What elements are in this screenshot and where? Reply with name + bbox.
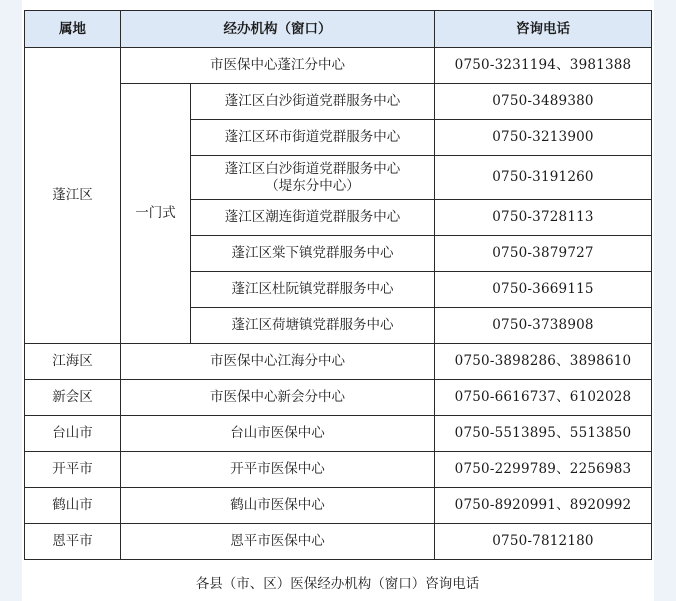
phone-cell: 0750-3213900: [435, 120, 652, 156]
agency-cell: 市医保中心江海分中心: [121, 344, 435, 380]
agency-subline: （堤东分中心）: [265, 177, 360, 194]
phone-cell: 0750-3669115: [435, 272, 652, 308]
phone-cell: 0750-7812180: [435, 524, 652, 560]
phone-cell: 0750-3738908: [435, 308, 652, 344]
table-row: [25, 380, 652, 416]
phone-cell: 0750-3191260: [435, 156, 652, 200]
phone-cell: 0750-5513895、5513850: [435, 416, 652, 452]
location-cell: 蓬江区: [25, 48, 121, 344]
table-row: [25, 344, 652, 380]
phone-cell: 0750-3489380: [435, 84, 652, 120]
agency-cell: 蓬江区棠下镇党群服务中心: [191, 236, 435, 272]
consultation-phone-table: [24, 10, 652, 560]
agency-cell: [191, 156, 435, 200]
agency-cell: 蓬江区荷塘镇党群服务中心: [191, 308, 435, 344]
location-cell: 新会区: [25, 380, 121, 416]
location-cell: 江海区: [25, 344, 121, 380]
table-row: [25, 416, 652, 452]
phone-cell: 0750-8920991、8920992: [435, 488, 652, 524]
table-row: [25, 524, 652, 560]
agency-cell: 恩平市医保中心: [121, 524, 435, 560]
phone-cell: 0750-3879727: [435, 236, 652, 272]
agency-cell: 蓬江区白沙街道党群服务中心: [191, 84, 435, 120]
agency-cell: 市医保中心蓬江分中心: [121, 48, 435, 84]
table-row: [25, 488, 652, 524]
agency-cell: 蓬江区环市街道党群服务中心: [191, 120, 435, 156]
location-cell: 恩平市: [25, 524, 121, 560]
location-cell: 开平市: [25, 452, 121, 488]
location-cell: 台山市: [25, 416, 121, 452]
one-stop-label-cell: 一门式: [121, 84, 191, 344]
phone-cell: 0750-3898286、3898610: [435, 344, 652, 380]
location-cell: 鹤山市: [25, 488, 121, 524]
agency-cell: 开平市医保中心: [121, 452, 435, 488]
phone-cell: 0750-6616737、6102028: [435, 380, 652, 416]
table-row: [25, 48, 652, 84]
agency-cell: 鹤山市医保中心: [121, 488, 435, 524]
agency-cell: 台山市医保中心: [121, 416, 435, 452]
phone-cell: 0750-3728113: [435, 200, 652, 236]
table-row: [25, 452, 652, 488]
header-agency: 经办机构（窗口）: [121, 11, 435, 48]
table-caption: 各县（市、区）医保经办机构（窗口）咨询电话: [195, 576, 480, 592]
header-phone: 咨询电话: [435, 11, 652, 48]
header-location: 属地: [25, 11, 121, 48]
header-row: [25, 11, 652, 48]
agency-cell: 市医保中心新会分中心: [121, 380, 435, 416]
agency-cell: 蓬江区杜阮镇党群服务中心: [191, 272, 435, 308]
phone-cell: 0750-3231194、3981388: [435, 48, 652, 84]
phone-cell: 0750-2299789、2256983: [435, 452, 652, 488]
agency-line: 蓬江区白沙街道党群服务中心: [224, 160, 401, 177]
agency-cell: 蓬江区潮连街道党群服务中心: [191, 200, 435, 236]
